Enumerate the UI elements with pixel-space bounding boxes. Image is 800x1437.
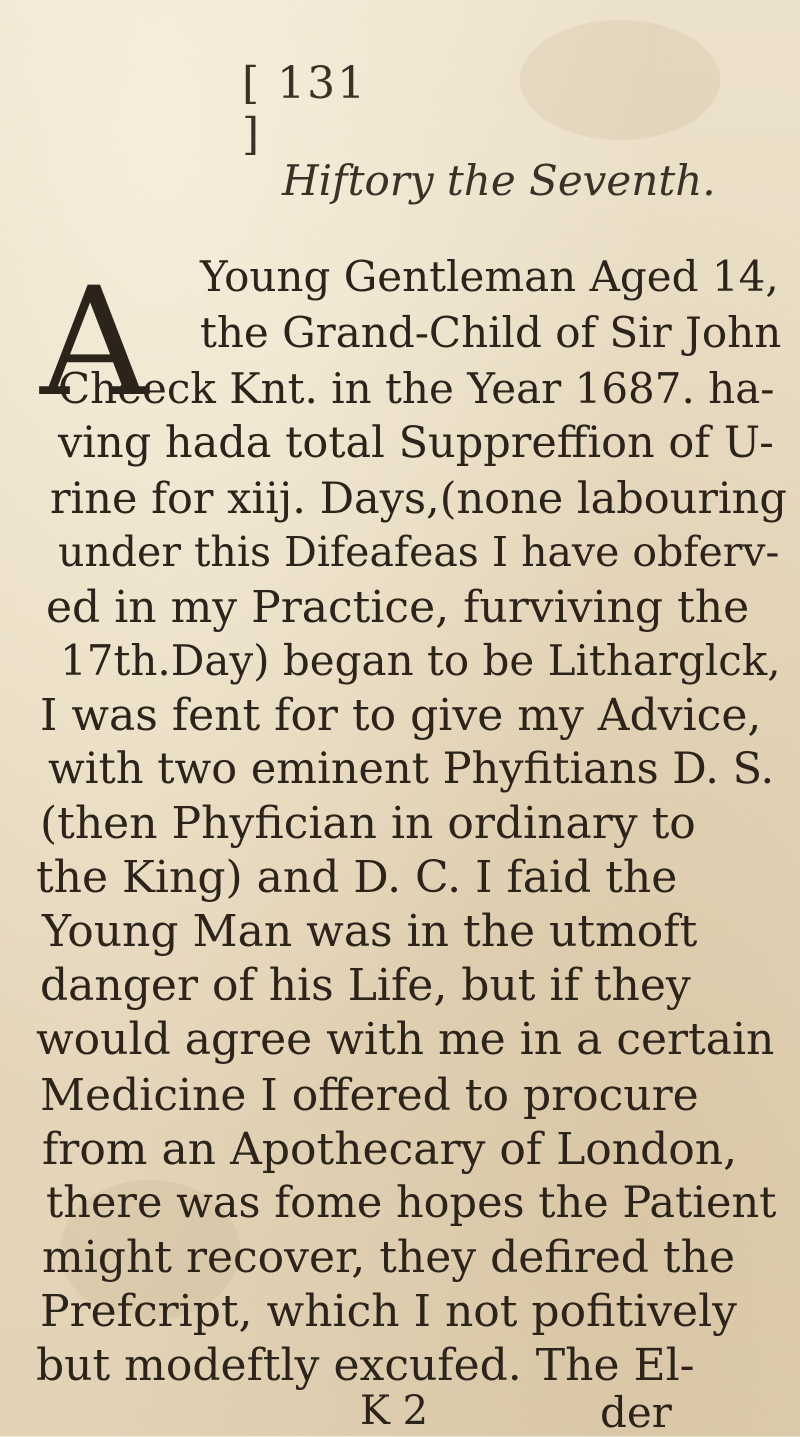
text-line: Young Man was in the utmoft xyxy=(42,906,698,957)
text-line: Prefcript, which I not pofitively xyxy=(40,1286,738,1337)
text-line: ed in my Practice, furviving the xyxy=(46,582,750,633)
text-line: Medicine I offered to procure xyxy=(40,1070,699,1121)
drop-cap: A xyxy=(40,256,149,430)
page-number: [ 131 ] xyxy=(242,58,368,160)
text-line: the King) and D. C. I faid the xyxy=(36,852,678,903)
running-head: Hiftory the Seventh. xyxy=(282,156,716,205)
text-line: Cheeck Knt. in the Year 1687. ha- xyxy=(58,364,775,413)
text-line: would agree with me in a certain xyxy=(36,1014,775,1065)
text-line: Young Gentleman Aged 14, xyxy=(200,252,779,301)
paper-stain xyxy=(520,20,720,140)
catchword: der xyxy=(600,1388,672,1437)
text-line: ving hada total Suppreffion of U- xyxy=(58,418,774,468)
text-line: I was fent for to give my Advice, xyxy=(40,690,762,741)
text-line: there was fome hopes the Patient xyxy=(46,1178,777,1228)
text-line: under this Difeafeas I have obferv- xyxy=(58,528,780,576)
text-line: rine for xiij. Days,(none labouring xyxy=(50,474,787,524)
text-line: with two eminent Phyfitians D. S. xyxy=(48,744,775,794)
text-line: the Grand-Child of Sir John xyxy=(200,308,782,357)
signature-mark: K 2 xyxy=(360,1388,429,1434)
text-line: from an Apothecary of London, xyxy=(42,1124,738,1175)
text-line: (then Phyfician in ordinary to xyxy=(40,798,696,849)
text-line: 17th.Day) began to be Litharglck, xyxy=(60,636,781,685)
text-line: might recover, they defired the xyxy=(42,1232,735,1283)
text-line: danger of his Life, but if they xyxy=(40,960,691,1011)
text-line: but modeftly excufed. The El- xyxy=(36,1340,695,1391)
